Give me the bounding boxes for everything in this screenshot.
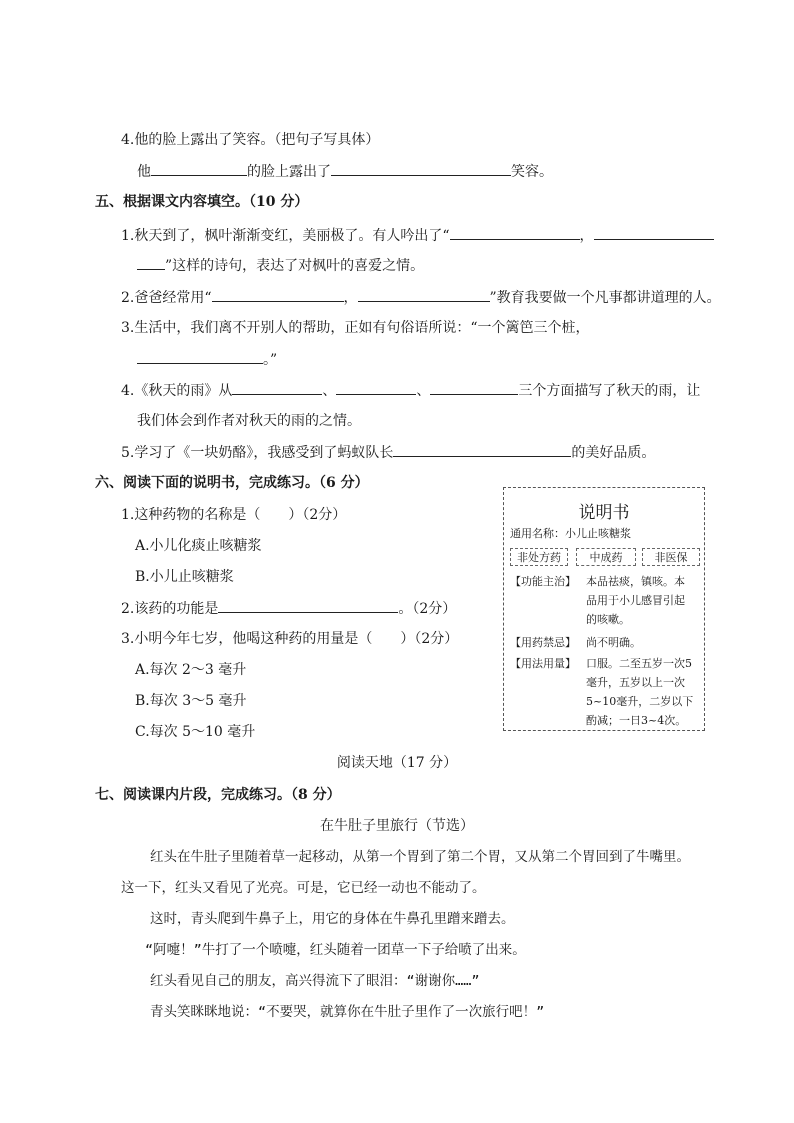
q4-part-2: 的脸上露出了 <box>247 164 331 180</box>
s5-item-3-blank[interactable] <box>137 349 263 364</box>
medicine-instructions-box <box>503 487 705 731</box>
s5-item-4-end: 三个方面描写了秋天的雨，让 <box>518 383 701 399</box>
passage-paragraph: 这时，青头爬到牛鼻子上，用它的身体在牛鼻孔里蹭来蹭去。 <box>150 911 515 927</box>
section6-heading: 六、阅读下面的说明书，完成练习。（6 分） <box>95 475 369 491</box>
s5-item-5-end: 的美好品质。 <box>571 445 656 461</box>
field-dosage-line: 酌减；一日3~4次。 <box>586 714 687 727</box>
box-title: 说明书 <box>578 503 630 523</box>
s5-item-2-blank-1[interactable] <box>212 287 344 302</box>
s5-item-1-end: ”这样的诗句，表达了对枫叶的喜爱之情。 <box>165 258 425 274</box>
q4-blank-2[interactable] <box>331 161 511 176</box>
tag-chinese-medicine: 中成药 <box>576 548 636 566</box>
s5-item-1 <box>121 225 714 246</box>
s5-item-2-text: 2.爸爸经常用“ <box>121 290 212 306</box>
passage-paragraph: 红头看见自己的朋友，高兴得流下了眼泪：“谢谢你……” <box>150 973 480 989</box>
field-function-value <box>586 572 701 629</box>
field-contraindication-line: 尚不明确。 <box>586 636 641 649</box>
s6-q2-text: 2.该药的功能是 <box>121 601 219 617</box>
s6-q2-blank[interactable] <box>218 598 398 613</box>
s5-item-1-blank-3[interactable] <box>137 255 165 270</box>
s6-q1-option-a[interactable]: A.小儿化痰止咳糖浆 <box>135 538 262 554</box>
s5-item-4-blank-2[interactable] <box>336 380 416 395</box>
s5-item-4-cont: 我们体会到作者对秋天的雨的之情。 <box>137 413 361 429</box>
s5-item-5 <box>121 442 655 463</box>
s5-item-1-text: 1.秋天到了，枫叶渐渐变红，美丽极了。有人吟出了“ <box>121 228 450 244</box>
s5-item-5-blank[interactable] <box>393 442 571 457</box>
q4-part-1: 他 <box>137 164 151 180</box>
passage-paragraph: 这一下，红头又看见了光亮。可是，它已经一动也不能动了。 <box>121 880 486 896</box>
s6-q2 <box>121 598 456 619</box>
s5-item-3-cont <box>137 349 277 370</box>
s5-item-4-text: 4.《秋天的雨》从 <box>121 383 233 399</box>
field-function-line: 品用于小儿感冒引起 <box>586 594 685 607</box>
tag-non-insurance: 非医保 <box>642 548 700 566</box>
field-dosage-label: 【用法用量】 <box>510 657 576 670</box>
s5-item-1-cont <box>137 255 424 276</box>
s5-item-1-sep: ， <box>579 228 594 244</box>
field-function-line: 的咳嗽。 <box>586 613 630 626</box>
field-dosage-line: 毫升，五岁以上一次 <box>586 676 685 689</box>
s6-q3-option-b[interactable]: B.每次 3～5 毫升 <box>135 693 247 709</box>
reading-heading: 阅读天地（17 分） <box>336 755 458 771</box>
s6-q3-option-a[interactable]: A.每次 2～3 毫升 <box>135 662 247 678</box>
field-function-label: 【功能主治】 <box>510 575 576 588</box>
passage-paragraph <box>150 847 690 867</box>
s5-item-1-blank-1[interactable] <box>450 225 580 240</box>
section7-heading: 七、阅读课内片段，完成练习。（8 分） <box>95 787 341 803</box>
passage-title: 在牛肚子里旅行（节选） <box>320 818 474 834</box>
s5-item-2-end: ”教育我要做一个凡事都讲道理的人。 <box>489 290 721 306</box>
s5-item-4-blank-3[interactable] <box>430 380 518 395</box>
section5-heading: 五、根据课文内容填空。（10 分） <box>95 194 309 210</box>
q4-part-3: 笑容。 <box>511 164 553 180</box>
s5-item-4-blank-1[interactable] <box>232 380 322 395</box>
field-dosage-line: 口服。二至五岁一次5 <box>586 657 692 670</box>
s5-item-4 <box>121 380 700 401</box>
s5-item-2-sep: ， <box>343 290 358 306</box>
field-dosage-line: 5~10毫升，二岁以下 <box>586 695 694 708</box>
s5-item-4-sep-1: 、 <box>322 383 337 399</box>
s5-item-1-blank-2[interactable] <box>594 225 714 240</box>
field-dosage-value <box>586 654 701 730</box>
passage-paragraph-1-text: 红头在牛肚子里随着草一起移动，从第一个胃到了第二个胃，又从第二个胃回到了牛嘴里。 <box>150 849 690 865</box>
passage-paragraph: 青头笑眯眯地说：“不要哭，就算你在牛肚子里作了一次旅行吧！” <box>150 1004 545 1020</box>
s6-q2-end: 。（2分） <box>398 601 457 617</box>
passage-paragraph: “阿嚏！”牛打了一个喷嚏，红头随着一团草一下子给喷了出来。 <box>145 942 526 958</box>
s5-item-3: 3.生活中，我们离不开别人的帮助，正如有句俗语所说：“一个篱笆三个桩， <box>121 320 590 336</box>
s5-item-2-blank-2[interactable] <box>358 287 490 302</box>
field-contraindication-value <box>586 633 701 652</box>
field-function-line: 本品祛痰，镇咳。本 <box>586 575 685 588</box>
s6-q1: 1.这种药物的名称是（ ）（2分） <box>121 507 347 523</box>
q4-answer-line <box>137 161 553 182</box>
box-general-name: 通用名称：小儿止咳糖浆 <box>510 527 631 540</box>
s6-q1-option-b[interactable]: B.小儿止咳糖浆 <box>135 569 234 585</box>
s6-q3-option-c[interactable]: C.每次 5～10 毫升 <box>135 724 256 740</box>
q4-blank-1[interactable] <box>151 161 247 176</box>
field-contraindication-label: 【用药禁忌】 <box>510 636 576 649</box>
s5-item-4-sep-2: 、 <box>416 383 431 399</box>
q4-prompt: 4.他的脸上露出了笑容。（把句子写具体） <box>121 132 380 148</box>
s5-item-5-text: 5.学习了《一块奶酪》，我感受到了蚂蚁队长 <box>121 445 394 461</box>
s6-q3: 3.小明今年七岁，他喝这种药的用量是（ ）（2分） <box>121 631 459 647</box>
s5-item-2 <box>121 287 721 308</box>
tag-otc: 非处方药 <box>510 548 568 566</box>
s5-item-3-end: 。” <box>263 352 278 368</box>
